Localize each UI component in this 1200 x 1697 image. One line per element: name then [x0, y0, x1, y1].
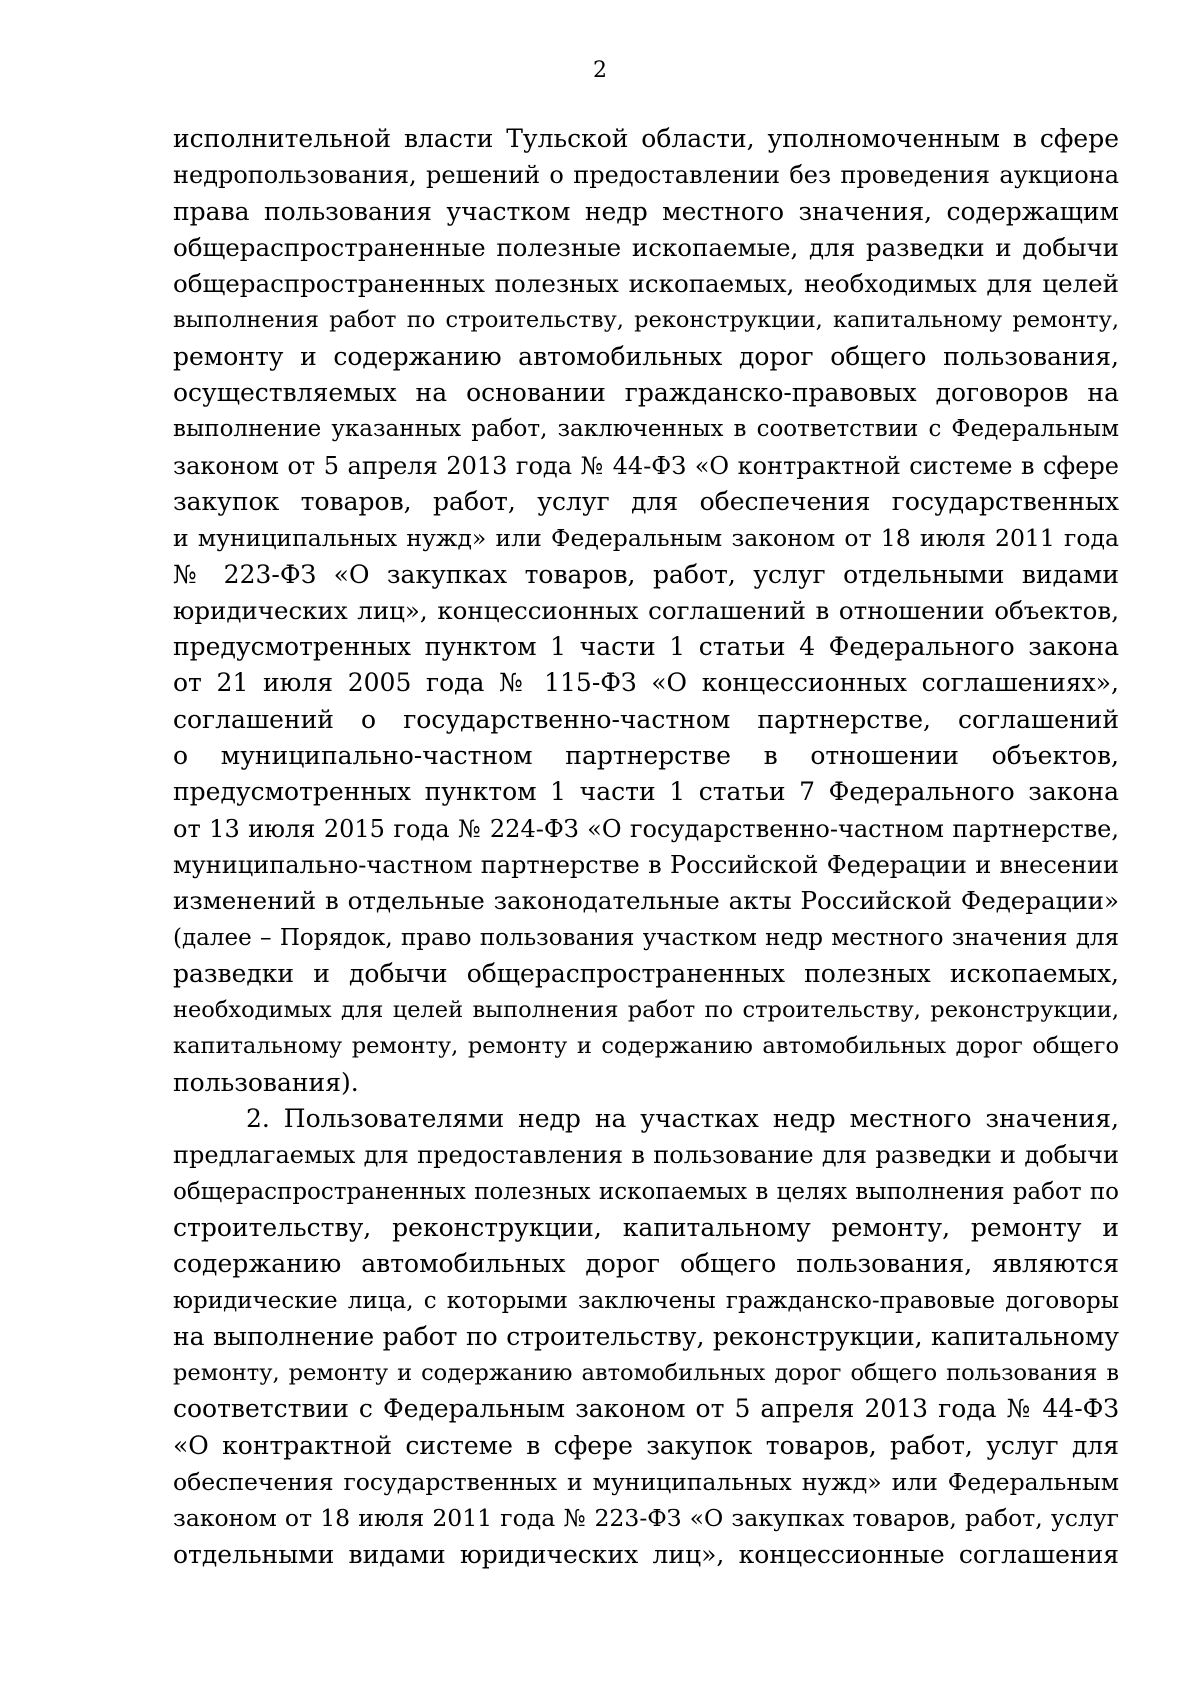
- text-line: (далее – Порядок, право пользования участком недр местного значения для: [173, 924, 1119, 951]
- text-line: строительству, реконструкции, капитальному ремонту, ремонту и: [173, 1212, 1119, 1242]
- paragraph-first-line: 2. Пользователями недр на участках недр местного значения,: [246, 1104, 1119, 1134]
- text-line: и муниципальных нужд» или Федеральным законом от 18 июля 2011 года: [173, 524, 1119, 553]
- text-line: законом от 18 июля 2011 года № 223-ФЗ «О закупках товаров, работ, услуг: [173, 1504, 1119, 1533]
- text-line: права пользования участком недр местного значения, содержащим: [173, 196, 1119, 226]
- text-line: содержанию автомобильных дорог общего пользования, являются: [173, 1249, 1119, 1279]
- text-line: от 13 июля 2015 года № 224-ФЗ «О государственно-частном партнерстве,: [173, 814, 1119, 843]
- text-line: предусмотренных пунктом 1 части 1 статьи 7 Федерального закона: [173, 777, 1119, 807]
- text-line: «О контрактной системе в сфере закупок товаров, работ, услуг для: [173, 1430, 1119, 1460]
- text-line: исполнительной власти Тульской области, уполномоченным в сфере: [173, 124, 1119, 153]
- text-line: муниципально-частном партнерстве в Российской Федерации и внесении: [173, 850, 1119, 879]
- text-line: соответствии с Федеральным законом от 5 апреля 2013 года № 44-ФЗ: [173, 1394, 1119, 1424]
- text-line: соглашений о государственно-частном партнерстве, соглашений: [173, 704, 1119, 734]
- text-line: общераспространенные полезные ископаемые, для разведки и добычи: [173, 232, 1119, 262]
- text-line: на выполнение работ по строительству, реконструкции, капитальному: [173, 1321, 1119, 1351]
- paragraph-end-line: пользования).: [173, 1067, 359, 1097]
- text-line: от 21 июля 2005 года № 115-ФЗ «О концессионных соглашениях»,: [173, 668, 1119, 698]
- text-line: осуществляемых на основании гражданско-правовых договоров на: [173, 378, 1119, 408]
- text-line: юридических лиц», концессионных соглашений в отношении объектов,: [173, 595, 1119, 625]
- text-line: капитальному ремонту, ремонту и содержанию автомобильных дорог общего: [173, 1033, 1119, 1060]
- text-line: отдельными видами юридических лиц», концессионные соглашения: [173, 1539, 1119, 1569]
- text-line: ремонту, ремонту и содержанию автомобильных дорог общего пользования в: [173, 1360, 1119, 1387]
- text-line: предлагаемых для предоставления в пользование для разведки и добычи: [173, 1141, 1119, 1170]
- document-body: [173, 121, 1119, 1573]
- text-line: о муниципально-частном партнерстве в отношении объектов,: [173, 741, 1119, 771]
- text-line: ремонту и содержанию автомобильных дорог общего пользования,: [173, 341, 1119, 371]
- text-line: общераспространенных полезных ископаемых, необходимых для целей: [173, 269, 1119, 299]
- text-line: обеспечения государственных и муниципальных нужд» или Федеральным: [173, 1467, 1119, 1496]
- text-line: необходимых для целей выполнения работ по строительству, реконструкции,: [173, 997, 1119, 1024]
- text-line: законом от 5 апреля 2013 года № 44-ФЗ «О контрактной системе в сфере: [173, 451, 1119, 480]
- text-line: № 223-ФЗ «О закупках товаров, работ, услуг отдельными видами: [173, 559, 1119, 589]
- text-line: выполнение указанных работ, заключенных в соответствии с Федеральным: [173, 416, 1119, 443]
- text-line: закупок товаров, работ, услуг для обеспечения государственных: [173, 486, 1119, 516]
- text-line: выполнения работ по строительству, реконструкции, капитальному ремонту,: [173, 307, 1119, 334]
- text-line: предусмотренных пунктом 1 части 1 статьи 4 Федерального закона: [173, 632, 1119, 662]
- text-line: изменений в отдельные законодательные акты Российской Федерации»: [173, 886, 1119, 916]
- text-line: недропользования, решений о предоставлении без проведения аукциона: [173, 161, 1119, 190]
- text-line: разведки и добычи общераспространенных полезных ископаемых,: [173, 958, 1119, 988]
- text-line: юридические лица, с которыми заключены гражданско-правовые договоры: [173, 1287, 1119, 1314]
- page-number: 2: [593, 58, 607, 83]
- text-line: общераспространенных полезных ископаемых в целях выполнения работ по: [173, 1178, 1119, 1205]
